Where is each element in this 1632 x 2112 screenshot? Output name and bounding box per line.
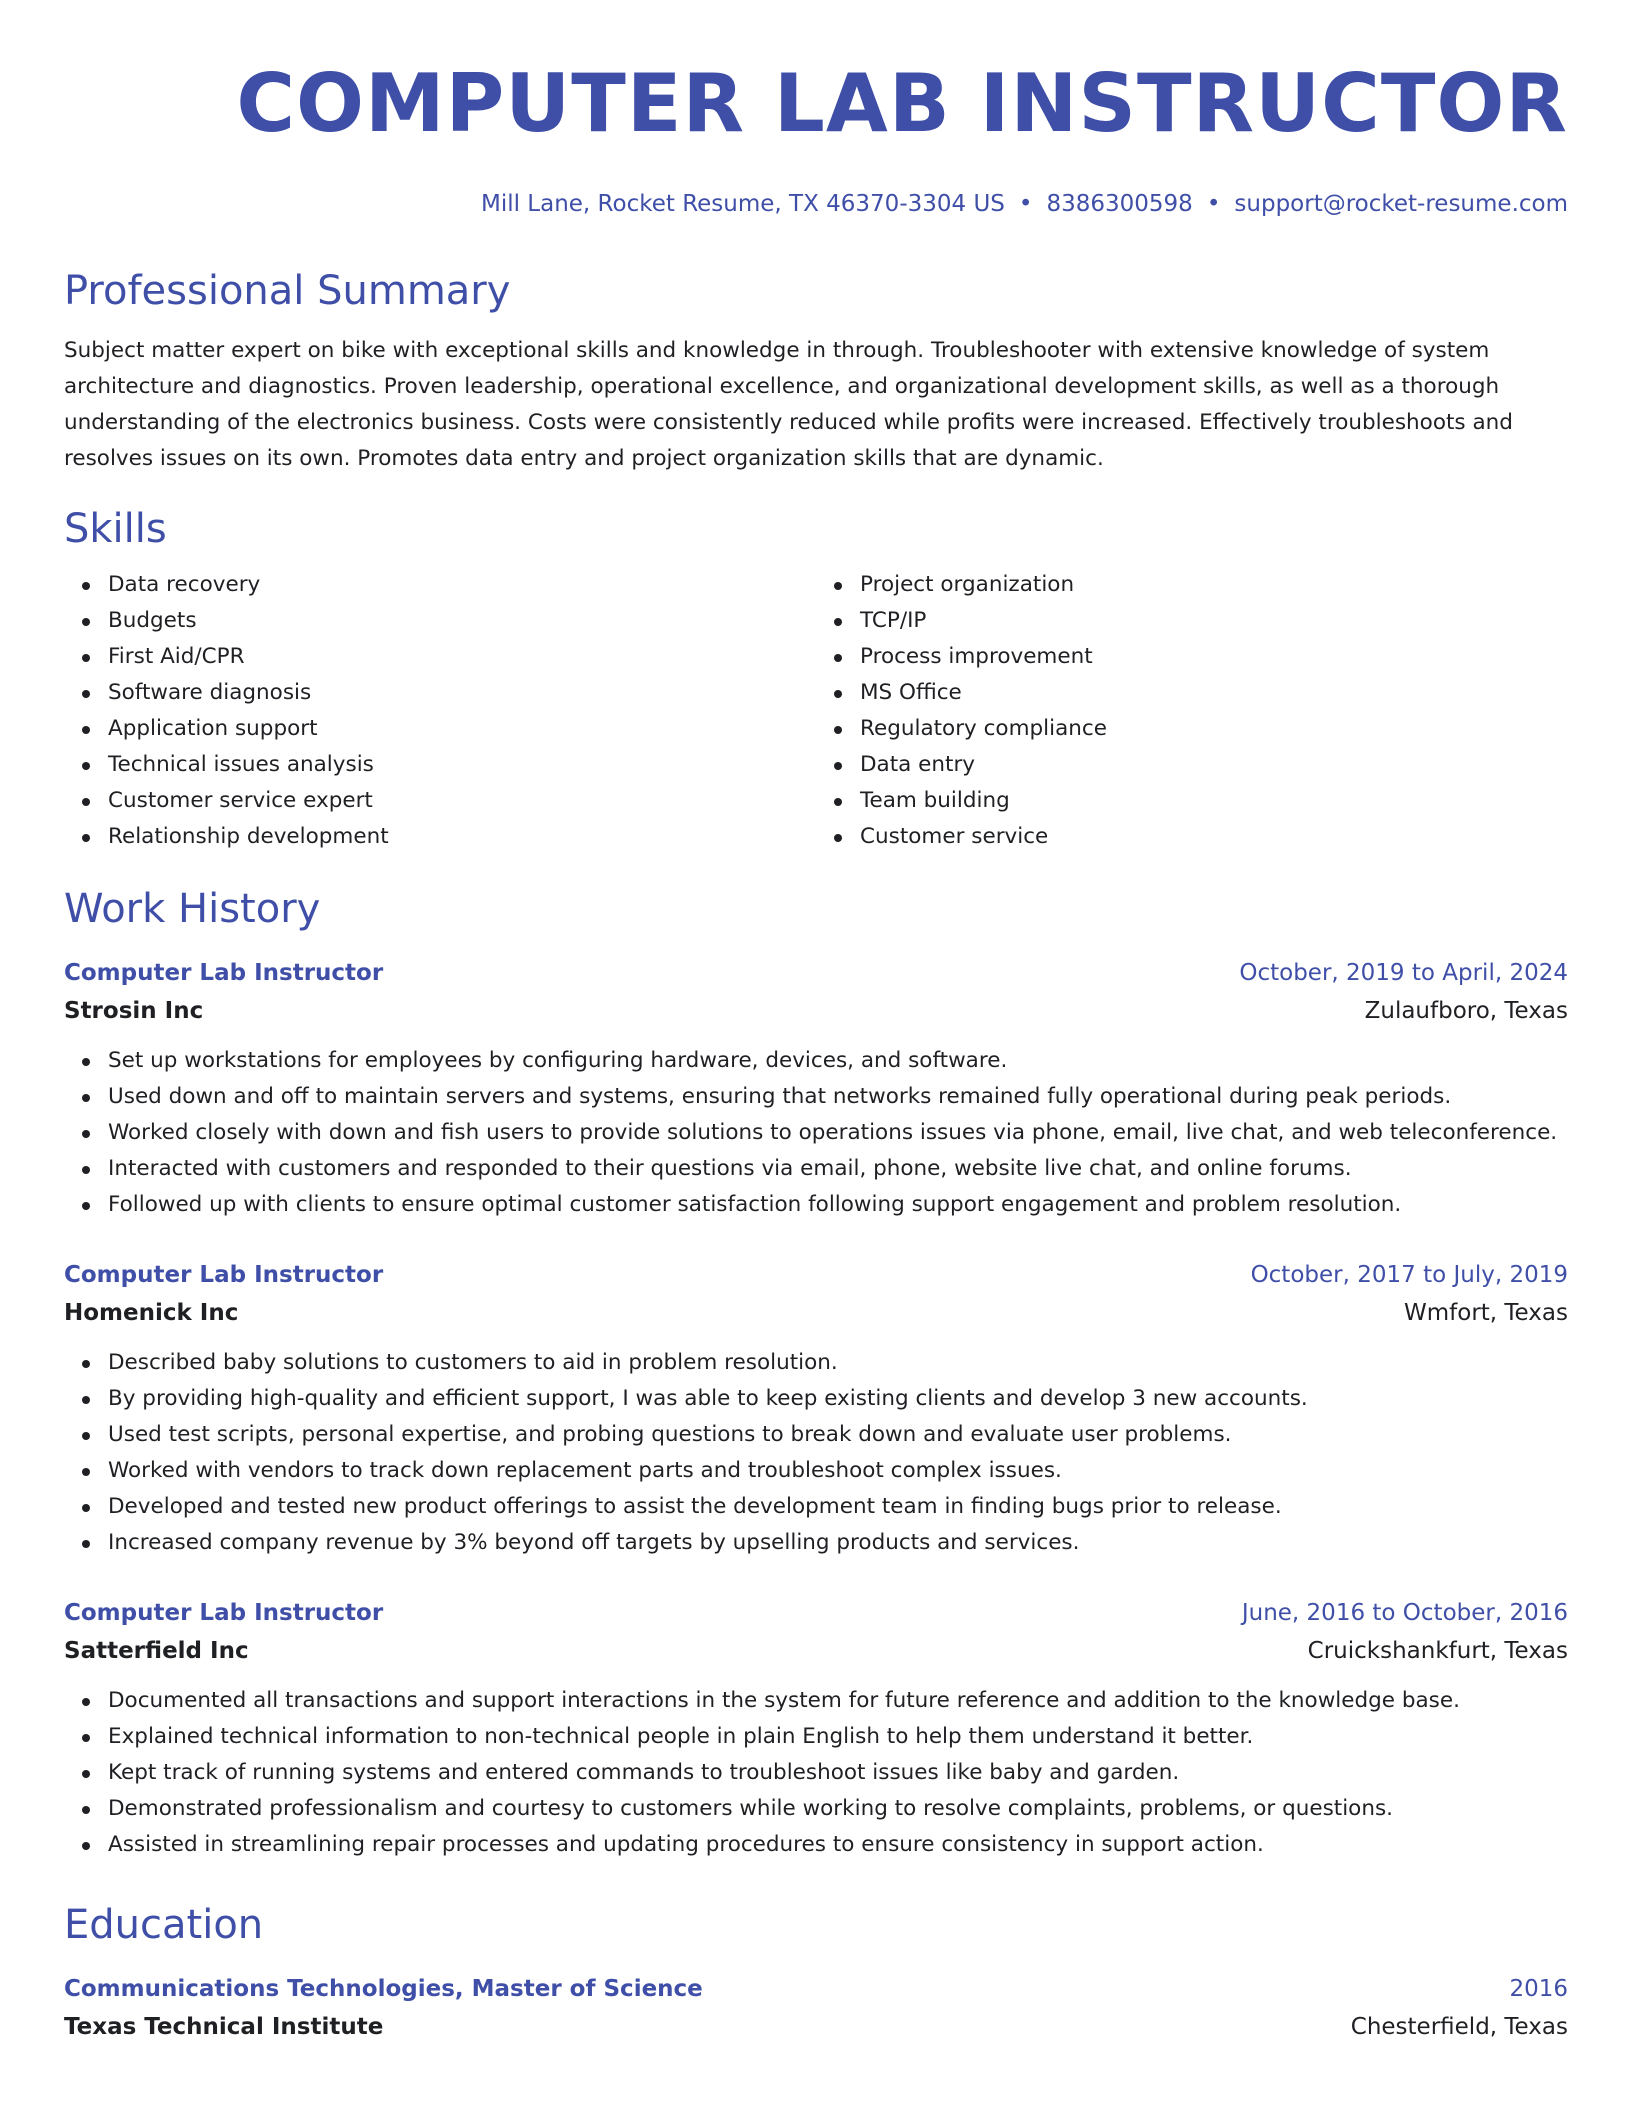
job-company: Satterfield Inc bbox=[64, 1638, 249, 1664]
education-year: 2016 bbox=[1509, 1976, 1568, 2002]
section-title-summary: Professional Summary bbox=[64, 268, 511, 314]
section-title-education: Education bbox=[64, 1902, 264, 1948]
skill-item: Process improvement bbox=[860, 639, 1568, 675]
job-dates: June, 2016 to October, 2016 bbox=[1241, 1600, 1568, 1626]
skill-item: Data entry bbox=[860, 747, 1568, 783]
skill-item: MS Office bbox=[860, 675, 1568, 711]
contact-line bbox=[64, 189, 1568, 219]
skills-column-right bbox=[816, 567, 1568, 855]
job-entry bbox=[64, 1595, 1568, 1863]
job-bullet: Documented all transactions and support interactions in the system for future reference and addition to the knowledge base. bbox=[108, 1683, 1568, 1719]
education-entry bbox=[64, 1971, 1568, 2047]
skills-list bbox=[64, 567, 1568, 855]
job-company: Homenick Inc bbox=[64, 1300, 239, 1326]
job-bullet: Worked closely with down and fish users to provide solutions to operations issues via phone, email, live chat, and web teleconference. bbox=[108, 1115, 1568, 1151]
education-degree: Communications Technologies, Master of Science bbox=[64, 1976, 703, 2002]
skill-item: Budgets bbox=[108, 603, 816, 639]
skill-item: Team building bbox=[860, 783, 1568, 819]
skills-column-left bbox=[64, 567, 816, 855]
job-title: Computer Lab Instructor bbox=[64, 1600, 384, 1626]
job-bullet: Explained technical information to non-technical people in plain English to help them understand it better. bbox=[108, 1719, 1568, 1755]
job-bullets bbox=[64, 1683, 1568, 1863]
job-dates: October, 2019 to April, 2024 bbox=[1239, 960, 1568, 986]
job-bullet: Demonstrated professionalism and courtesy to customers while working to resolve complaints, problems, or questions. bbox=[108, 1791, 1568, 1827]
job-entry bbox=[64, 955, 1568, 1223]
job-bullet: Kept track of running systems and entered commands to troubleshoot issues like baby and garden. bbox=[108, 1755, 1568, 1791]
contact-address: Mill Lane, Rocket Resume, TX 46370-3304 US bbox=[480, 191, 1005, 217]
education-location: Chesterfield, Texas bbox=[1350, 2014, 1568, 2040]
job-bullet: By providing high-quality and efficient support, I was able to keep existing clients and develop 3 new accounts. bbox=[108, 1381, 1568, 1417]
skill-item: TCP/IP bbox=[860, 603, 1568, 639]
job-bullet: Described baby solutions to customers to aid in problem resolution. bbox=[108, 1345, 1568, 1381]
job-bullet: Assisted in streamlining repair processes and updating procedures to ensure consistency in support action. bbox=[108, 1827, 1568, 1863]
resume-name: COMPUTER LAB INSTRUCTOR bbox=[236, 57, 1568, 150]
skill-item: First Aid/CPR bbox=[108, 639, 816, 675]
job-bullet: Set up workstations for employees by configuring hardware, devices, and software. bbox=[108, 1043, 1568, 1079]
job-title: Computer Lab Instructor bbox=[64, 1262, 384, 1288]
skill-item: Technical issues analysis bbox=[108, 747, 816, 783]
job-bullet: Interacted with customers and responded to their questions via email, phone, website live chat, and online forums. bbox=[108, 1151, 1568, 1187]
job-bullet: Worked with vendors to track down replacement parts and troubleshoot complex issues. bbox=[108, 1453, 1568, 1489]
job-bullet: Used down and off to maintain servers and systems, ensuring that networks remained fully operational during peak periods. bbox=[108, 1079, 1568, 1115]
job-bullet: Followed up with clients to ensure optimal customer satisfaction following support engagement and problem resolution. bbox=[108, 1187, 1568, 1223]
job-location: Wmfort, Texas bbox=[1404, 1300, 1568, 1326]
job-location: Zulaufboro, Texas bbox=[1364, 998, 1568, 1024]
job-bullet: Developed and tested new product offerings to assist the development team in finding bugs prior to release. bbox=[108, 1489, 1568, 1525]
skill-item: Customer service expert bbox=[108, 783, 816, 819]
section-title-work-history: Work History bbox=[64, 886, 321, 932]
section-title-skills: Skills bbox=[64, 506, 167, 552]
contact-separator: • bbox=[1018, 191, 1033, 217]
job-dates: October, 2017 to July, 2019 bbox=[1250, 1262, 1568, 1288]
summary-text: Subject matter expert on bike with exceptional skills and knowledge in through. Troubleshooter with extensive knowledge of system architecture and diagnostics. Proven leadership, operational excellence, and organizational development skills, as well as a thorough understanding of the electronics business. Costs were consistently reduced while profits were increased. Effectively troubleshoots and resolves issues on its own. Promotes data entry and project organization skills that are dynamic. bbox=[64, 338, 1513, 471]
skill-item: Application support bbox=[108, 711, 816, 747]
job-bullets bbox=[64, 1043, 1568, 1223]
skill-item: Software diagnosis bbox=[108, 675, 816, 711]
job-location: Cruickshankfurt, Texas bbox=[1307, 1638, 1568, 1664]
skill-item: Regulatory compliance bbox=[860, 711, 1568, 747]
job-entry bbox=[64, 1257, 1568, 1561]
job-bullet: Increased company revenue by 3% beyond off targets by upselling products and services. bbox=[108, 1525, 1568, 1561]
contact-phone: 8386300598 bbox=[1046, 191, 1193, 217]
skill-item: Project organization bbox=[860, 567, 1568, 603]
job-title: Computer Lab Instructor bbox=[64, 960, 384, 986]
contact-email[interactable]: support@rocket-resume.com bbox=[1234, 191, 1568, 217]
job-bullet: Used test scripts, personal expertise, and probing questions to break down and evaluate user problems. bbox=[108, 1417, 1568, 1453]
skill-item: Data recovery bbox=[108, 567, 816, 603]
skill-item: Customer service bbox=[860, 819, 1568, 855]
contact-separator: • bbox=[1206, 191, 1221, 217]
skill-item: Relationship development bbox=[108, 819, 816, 855]
job-company: Strosin Inc bbox=[64, 998, 204, 1024]
job-bullets bbox=[64, 1345, 1568, 1561]
education-school: Texas Technical Institute bbox=[64, 2014, 384, 2040]
